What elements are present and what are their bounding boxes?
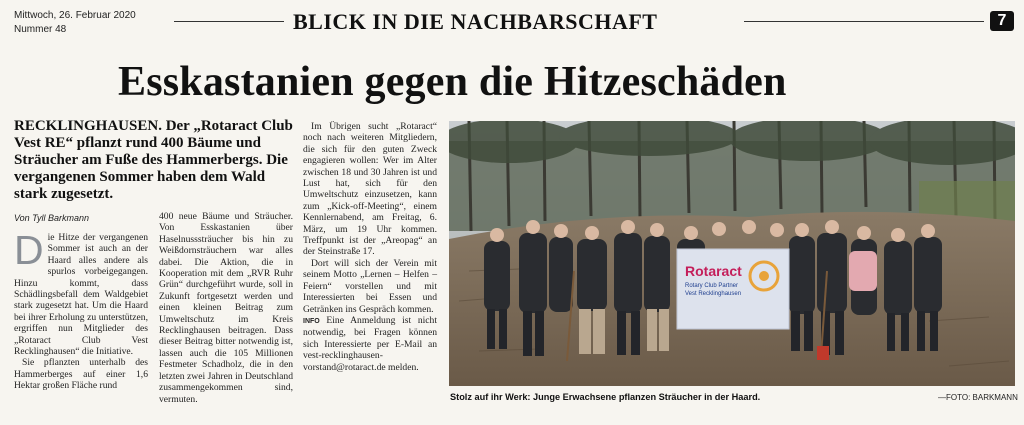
rotaract-banner (677, 249, 789, 329)
page-number: 7 (990, 11, 1014, 31)
info-label: INFO (303, 317, 320, 325)
red-spade (817, 346, 829, 360)
lead-paragraph: RECKLINGHAUSEN. Der „Rotaract Club Vest RE“ pflanzt rund 400 Bäume und Sträucher am Fuße des Hammerbergs. Die vergangenen Sommer haben dem Wald stark zugesetzt. (14, 118, 293, 202)
group-photo (449, 121, 1015, 386)
issue-number: Nummer 48 (14, 24, 67, 35)
header-rule-left (174, 21, 284, 22)
headline: Esskastanien gegen die Hitzeschäden (118, 59, 787, 105)
photo-credit: —FOTO: BARKMANN (938, 393, 1018, 402)
dropcap: D (14, 227, 44, 273)
article-column-3 (303, 121, 437, 373)
banner-line-1: Rotary Club Partner (685, 283, 739, 289)
section-title: BLICK IN DIE NACHBARSCHAFT (293, 9, 658, 34)
photo-caption: Stolz auf ihr Werk: Junge Erwachsene pflanzen Sträucher in der Haard. (450, 392, 761, 402)
banner-title: Rotaract (685, 263, 742, 279)
column-3-paragraph-3: Eine Anmeldung ist nicht notwendig, bei Fragen können sich Interessierte per E-Mail an vest-recklinghausen-vorstand@rotaract.de melden. (303, 314, 437, 373)
banner-line-2: Vest Recklinghausen (685, 291, 742, 297)
article-column-1 (14, 227, 148, 392)
article-column-2 (159, 211, 293, 405)
header-rule-right (744, 21, 984, 22)
column-3-paragraph-2: Dort will sich der Verein mit seinem Motto „Lernen – Helfen – Feiern“ vorstellen und mit Interessierten bei Essen und Getränken ins Gespräch kommen. (303, 257, 437, 315)
byline: Von Tyll Barkmann (14, 213, 90, 223)
column-1-paragraph-2: Sie pflanzten unterhalb des Hammerberges auf einer 1,6 Hektar großen Fläche rund (14, 357, 148, 392)
column-3-paragraph-1: Im Übrigen sucht „Rotaract“ noch nach weiteren Mitgliedern, die sich für den guten Zweck engagieren wollen: Wer im Alter zwischen 18 und 30 Jahren ist und Lust hat, sich für den Umweltschutz einzusetzen, kann zum „Kick-off-Meeting“, einem Kennlernabend, am Freitag, 6. März, um 19 Uhr kommen. Treffpunkt ist der „Areopag“ an der Steinstraße 17. (303, 121, 437, 258)
column-1-paragraph-1: ie Hitze der vergangenen Sommer ist auch an der Haard alles andere als spurlos vorbeigegangen. Hinzu kommt, dass Schädlingsbefall dem Waldgebiet stark zugesetzt hat. Um die Haard bei ihrer Erholung zu unterstützen, ergriffen nun Mitglieder des „Rotaract Club Vest Recklinghausen“ die Initiative. (14, 232, 148, 358)
column-2-paragraph-1: 400 neue Bäume und Sträucher. Von Esskastanien über Haselnusssträucher bis hin zu Weißdornsträuchern war alles dabei. Die Aktion, die in Kooperation mit dem „RVR Ruhr Grün“ durchgeführt wurde, soll in Zukunft fortgesetzt werden und einen kleinen Beitrag zum Umweltschutz im Kreis Recklinghausen beitragen. Dass dieser Beitrag bitter notwendig ist, lassen auch die 105 Millionen Festmeter Schadholz, die in den letzten zwei Jahren in Deutschland zusammengekommen sind, vermuten. (159, 211, 293, 405)
issue-date: Mittwoch, 26. Februar 2020 (14, 10, 136, 21)
